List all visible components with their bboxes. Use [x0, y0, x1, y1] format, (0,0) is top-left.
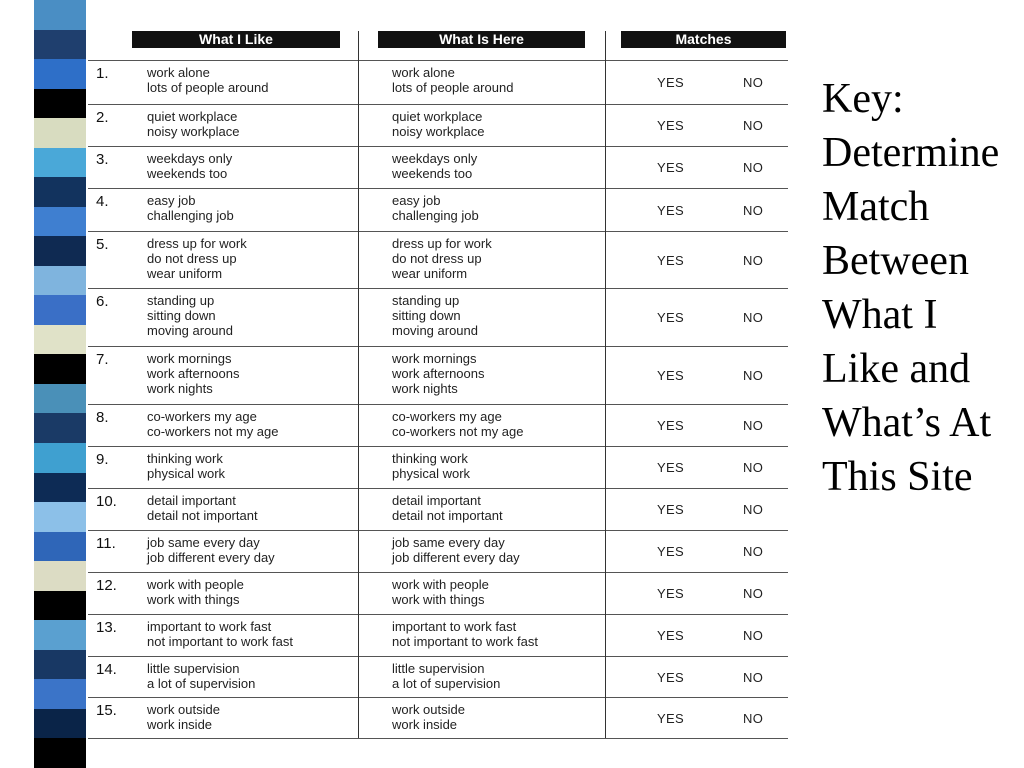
stripe-segment — [34, 89, 86, 119]
what-i-like-options — [147, 493, 258, 523]
header-what-i-like: What I Like — [132, 31, 340, 48]
option-text: do not dress up — [392, 251, 482, 266]
what-i-like-options — [147, 236, 247, 281]
row-number: 8. — [96, 409, 109, 426]
stripe-segment — [34, 502, 86, 532]
table-row — [88, 572, 788, 615]
option-text: detail important — [147, 493, 236, 508]
what-i-like-options — [147, 193, 234, 223]
what-i-like-options — [147, 702, 220, 732]
option-text: weekends too — [147, 166, 228, 181]
stripe-segment — [34, 266, 86, 296]
what-is-here-options — [392, 702, 465, 732]
option-text: co-workers not my age — [392, 424, 524, 439]
table-row — [88, 656, 788, 698]
what-is-here-options — [392, 577, 489, 607]
match-no-option[interactable]: NO — [743, 203, 764, 218]
option-text: co-workers my age — [392, 409, 502, 424]
option-text: noisy workplace — [147, 124, 240, 139]
option-text: work mornings — [392, 351, 477, 366]
option-text: weekends too — [392, 166, 473, 181]
what-is-here-options — [392, 109, 485, 139]
option-text: work alone — [392, 65, 455, 80]
option-text: not important to work fast — [147, 634, 293, 649]
stripe-segment — [34, 148, 86, 178]
table-row — [88, 288, 788, 347]
option-text: do not dress up — [147, 251, 237, 266]
option-text: dress up for work — [392, 236, 492, 251]
stripe-segment — [34, 561, 86, 591]
key-line: Key: — [822, 76, 904, 122]
option-text: job same every day — [147, 535, 260, 550]
worksheet-rows — [88, 25, 788, 739]
row-number: 10. — [96, 493, 117, 510]
what-i-like-options — [147, 577, 244, 607]
stripe-segment — [34, 738, 86, 768]
match-yes-option[interactable]: YES — [657, 544, 684, 559]
table-row — [88, 488, 788, 531]
match-yes-option[interactable]: YES — [657, 118, 684, 133]
option-text: job same every day — [392, 535, 505, 550]
option-text: a lot of supervision — [392, 676, 501, 691]
match-yes-option[interactable]: YES — [657, 75, 684, 90]
match-no-option[interactable]: NO — [743, 160, 764, 175]
option-text: work inside — [147, 717, 213, 732]
option-text: co-workers not my age — [147, 424, 279, 439]
what-i-like-options — [147, 109, 240, 139]
what-is-here-options — [392, 661, 500, 691]
stripe-segment — [34, 177, 86, 207]
stripe-segment — [34, 30, 86, 60]
table-bottom-border — [88, 738, 788, 739]
option-text: sitting down — [392, 308, 461, 323]
option-text: lots of people around — [147, 80, 269, 95]
job-match-worksheet — [88, 25, 788, 739]
match-yes-option[interactable]: YES — [657, 253, 684, 268]
header-matches: Matches — [621, 31, 786, 48]
key-line: Match — [822, 184, 930, 230]
what-is-here-options — [392, 236, 492, 281]
option-text: quiet workplace — [392, 109, 483, 124]
match-no-option[interactable]: NO — [743, 310, 764, 325]
table-row — [88, 530, 788, 573]
stripe-segment — [34, 413, 86, 443]
option-text: work outside — [392, 702, 465, 717]
key-instruction — [822, 72, 1022, 504]
table-row — [88, 697, 788, 740]
match-yes-option[interactable]: YES — [657, 368, 684, 383]
row-number: 14. — [96, 661, 117, 678]
option-text: important to work fast — [147, 619, 272, 634]
key-line: This Site — [822, 454, 973, 500]
option-text: little supervision — [392, 661, 485, 676]
option-text: work alone — [147, 65, 210, 80]
option-text: thinking work — [147, 451, 223, 466]
option-text: quiet workplace — [147, 109, 238, 124]
stripe-segment — [34, 325, 86, 355]
table-row — [88, 188, 788, 232]
table-row — [88, 231, 788, 289]
option-text: weekdays only — [392, 151, 478, 166]
match-yes-option[interactable]: YES — [657, 586, 684, 601]
option-text: little supervision — [147, 661, 240, 676]
match-no-option[interactable]: NO — [743, 502, 764, 517]
table-row — [88, 446, 788, 489]
table-row — [88, 104, 788, 147]
option-text: detail not important — [392, 508, 503, 523]
key-line: What I — [822, 292, 938, 338]
option-text: co-workers my age — [147, 409, 257, 424]
row-number: 9. — [96, 451, 109, 468]
option-text: a lot of supervision — [147, 676, 256, 691]
option-text: noisy workplace — [392, 124, 485, 139]
option-text: work outside — [147, 702, 220, 717]
what-i-like-options — [147, 293, 233, 338]
option-text: work afternoons — [147, 366, 240, 381]
option-text: work afternoons — [392, 366, 485, 381]
option-text: wear uniform — [147, 266, 223, 281]
row-number: 6. — [96, 293, 109, 310]
stripe-segment — [34, 650, 86, 680]
option-text: job different every day — [147, 550, 275, 565]
row-number: 7. — [96, 351, 109, 368]
stripe-segment — [34, 709, 86, 739]
option-text: moving around — [392, 323, 478, 338]
option-text: detail important — [392, 493, 481, 508]
option-text: work inside — [392, 717, 458, 732]
stripe-segment — [34, 443, 86, 473]
option-text: work with things — [392, 592, 485, 607]
option-text: not important to work fast — [392, 634, 538, 649]
option-text: physical work — [392, 466, 471, 481]
match-yes-option[interactable]: YES — [657, 460, 684, 475]
row-number: 4. — [96, 193, 109, 210]
what-is-here-options — [392, 451, 470, 481]
option-text: easy job — [392, 193, 441, 208]
row-number: 5. — [96, 236, 109, 253]
what-i-like-options — [147, 351, 240, 396]
column-divider — [605, 31, 606, 739]
match-no-option[interactable]: NO — [743, 253, 764, 268]
what-is-here-options — [392, 351, 485, 396]
what-i-like-options — [147, 661, 255, 691]
option-text: standing up — [147, 293, 215, 308]
option-text: job different every day — [392, 550, 520, 565]
option-text: work mornings — [147, 351, 232, 366]
stripe-segment — [34, 679, 86, 709]
key-line: What’s At — [822, 400, 992, 446]
what-i-like-options — [147, 535, 275, 565]
table-row — [88, 60, 788, 105]
stripe-segment — [34, 620, 86, 650]
option-text: wear uniform — [392, 266, 468, 281]
option-text: moving around — [147, 323, 233, 338]
row-number: 1. — [96, 65, 109, 82]
stripe-segment — [34, 384, 86, 414]
match-yes-option[interactable]: YES — [657, 160, 684, 175]
what-is-here-options — [392, 193, 479, 223]
stripe-segment — [34, 59, 86, 89]
table-row — [88, 346, 788, 405]
what-is-here-options — [392, 65, 513, 95]
what-i-like-options — [147, 619, 293, 649]
table-row — [88, 614, 788, 657]
option-text: work with things — [147, 592, 240, 607]
row-number: 13. — [96, 619, 117, 636]
stripe-segment — [34, 118, 86, 148]
option-text: thinking work — [392, 451, 468, 466]
match-no-option[interactable]: NO — [743, 670, 764, 685]
table-row — [88, 146, 788, 189]
option-text: important to work fast — [392, 619, 517, 634]
stripe-segment — [34, 0, 86, 30]
match-no-option[interactable]: NO — [743, 118, 764, 133]
option-text: challenging job — [147, 208, 234, 223]
stripe-segment — [34, 532, 86, 562]
stripe-segment — [34, 236, 86, 266]
option-text: work nights — [392, 381, 458, 396]
what-i-like-options — [147, 451, 225, 481]
row-number: 2. — [96, 109, 109, 126]
what-is-here-options — [392, 493, 503, 523]
match-no-option[interactable]: NO — [743, 75, 764, 90]
stripe-segment — [34, 295, 86, 325]
option-text: sitting down — [147, 308, 216, 323]
match-yes-option[interactable]: YES — [657, 203, 684, 218]
what-i-like-options — [147, 409, 279, 439]
match-yes-option[interactable]: YES — [657, 502, 684, 517]
option-text: work with people — [392, 577, 489, 592]
what-i-like-options — [147, 65, 268, 95]
stripe-segment — [34, 207, 86, 237]
match-no-option[interactable]: NO — [743, 711, 764, 726]
match-no-option[interactable]: NO — [743, 368, 764, 383]
option-text: standing up — [392, 293, 460, 308]
what-is-here-options — [392, 409, 524, 439]
match-no-option[interactable]: NO — [743, 628, 764, 643]
option-text: work nights — [147, 381, 213, 396]
option-text: detail not important — [147, 508, 258, 523]
what-is-here-options — [392, 151, 477, 181]
what-is-here-options — [392, 293, 478, 338]
match-yes-option[interactable]: YES — [657, 418, 684, 433]
match-yes-option[interactable]: YES — [657, 628, 684, 643]
option-text: lots of people around — [392, 80, 514, 95]
match-yes-option[interactable]: YES — [657, 711, 684, 726]
option-text: challenging job — [392, 208, 479, 223]
row-number: 11. — [96, 535, 116, 552]
key-line: Determine — [822, 130, 1000, 176]
match-no-option[interactable]: NO — [743, 544, 764, 559]
match-yes-option[interactable]: YES — [657, 670, 684, 685]
row-number: 15. — [96, 702, 117, 719]
decorative-stripe — [34, 0, 86, 768]
what-is-here-options — [392, 619, 538, 649]
option-text: easy job — [147, 193, 196, 208]
key-line: Like and — [822, 346, 971, 392]
key-line: Between — [822, 238, 969, 284]
stripe-segment — [34, 354, 86, 384]
header-what-is-here: What Is Here — [378, 31, 585, 48]
option-text: physical work — [147, 466, 226, 481]
option-text: dress up for work — [147, 236, 247, 251]
stripe-segment — [34, 473, 86, 503]
stripe-segment — [34, 591, 86, 621]
match-no-option[interactable]: NO — [743, 586, 764, 601]
row-number: 12. — [96, 577, 117, 594]
option-text: weekdays only — [147, 151, 233, 166]
table-row — [88, 404, 788, 447]
match-yes-option[interactable]: YES — [657, 310, 684, 325]
what-i-like-options — [147, 151, 232, 181]
match-no-option[interactable]: NO — [743, 460, 764, 475]
match-no-option[interactable]: NO — [743, 418, 764, 433]
what-is-here-options — [392, 535, 520, 565]
option-text: work with people — [147, 577, 244, 592]
row-number: 3. — [96, 151, 109, 168]
column-divider — [358, 31, 359, 739]
